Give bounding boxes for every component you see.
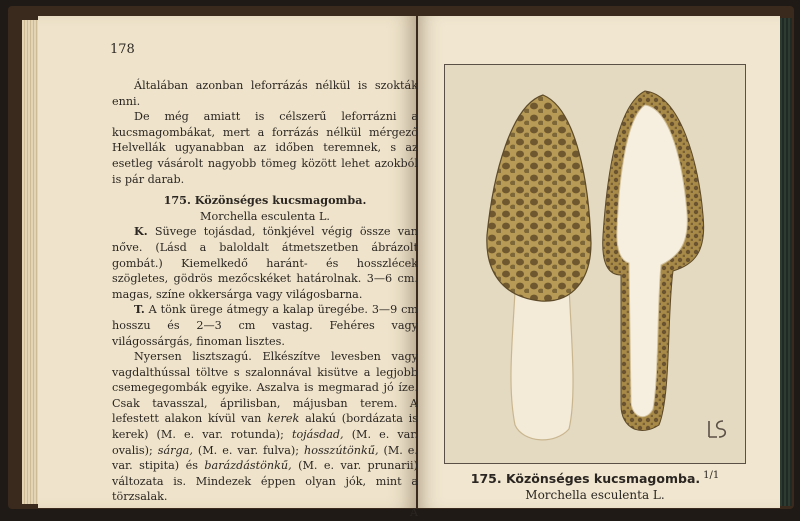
morel-illustration (445, 65, 745, 463)
variety-tojasdad: tojásdad, (291, 428, 344, 442)
variety-kerek: kerek (267, 412, 300, 426)
book-cover-edge (780, 18, 792, 506)
whole-mushroom-cap (487, 95, 591, 301)
p3b-text: alakú (bordázata is kerek) (M. e. var. rotunda); (112, 412, 418, 442)
caption-latin: Morchella esculenta L. (525, 488, 665, 502)
paragraph-1: Általában azonban leforrázás nélkül is szokták enni. (112, 79, 418, 108)
t-text: A tönk ürege átmegy a kalap üregébe. 3—9 cm hosszu és 2—3 cm vastag. Fehéres vagy világossárgás, finoman lisztes. (112, 303, 418, 348)
k-label: K. (134, 224, 148, 239)
p3d-text: (M. e. var. fulva); (197, 443, 300, 457)
variety-barazdas: barázdástönkű, (204, 459, 292, 473)
illustration-plate (444, 64, 746, 464)
p3e-text: (M. e. var. stipita) és (112, 443, 418, 473)
variety-sarga: sárga, (157, 443, 193, 457)
p3c-text: (M. e. var. ovalis); (112, 428, 419, 457)
paragraph-3 (112, 349, 418, 505)
caption-scale: 1/1 (703, 470, 720, 481)
cap-description (112, 224, 418, 302)
k-text: Süvege tojásdad, tönkjével végig össze van nőve. (Lásd a baloldalt átmetszetben ábrázolt gombát.) Kiemelkedő haránt- és hosszlécek szögletes, gödrös mezőcskéket határolnak. 3—6 cm. magas, színe okkersárga vagy világosbarna. (112, 225, 418, 301)
book (8, 6, 794, 520)
right-page (418, 16, 780, 508)
left-page-text (112, 78, 418, 521)
p3-text: Nyersen lisztszagú. Elkészítve levesben vagy vagdalthússal töltve s szalonnával kisütve a legjobb csemegegombák egyike. Aszalva is megmarad jó íze. Csak tavasszal, áprilisban, májusban terem. A lefestett alakon kívül van (112, 350, 418, 426)
artist-monogram-icon (703, 415, 731, 443)
paragraph-2: De még amiatt is célszerű leforrázni a kucsmagombákat, mert a forrázás nélkül mérgező Helvellák ugyanabban az időben teremnek, s az esetleg vásárolt nagyobb tömeg között lehet azokból is pár darab. (112, 110, 418, 186)
left-page (38, 16, 419, 520)
species-heading: 175. Közönséges kucsmagomba. (163, 193, 367, 208)
p3f-text: (M. e. var. prunarii) változata is. Mindezek éppen olyan jók, mint a törzsalak. (112, 459, 418, 504)
t-label: T. (134, 302, 145, 317)
whole-mushroom-stem (511, 285, 573, 440)
caption-title: 175. Közönséges kucsmagomba. (470, 471, 701, 486)
plate-caption (444, 468, 746, 503)
stem-description (112, 302, 418, 349)
variety-hosszutonku: hosszútönkű, (304, 443, 379, 457)
catchword: A (409, 506, 418, 520)
species-latin-name: Morchella esculenta L. (200, 209, 330, 223)
page-number: 178 (110, 42, 135, 57)
